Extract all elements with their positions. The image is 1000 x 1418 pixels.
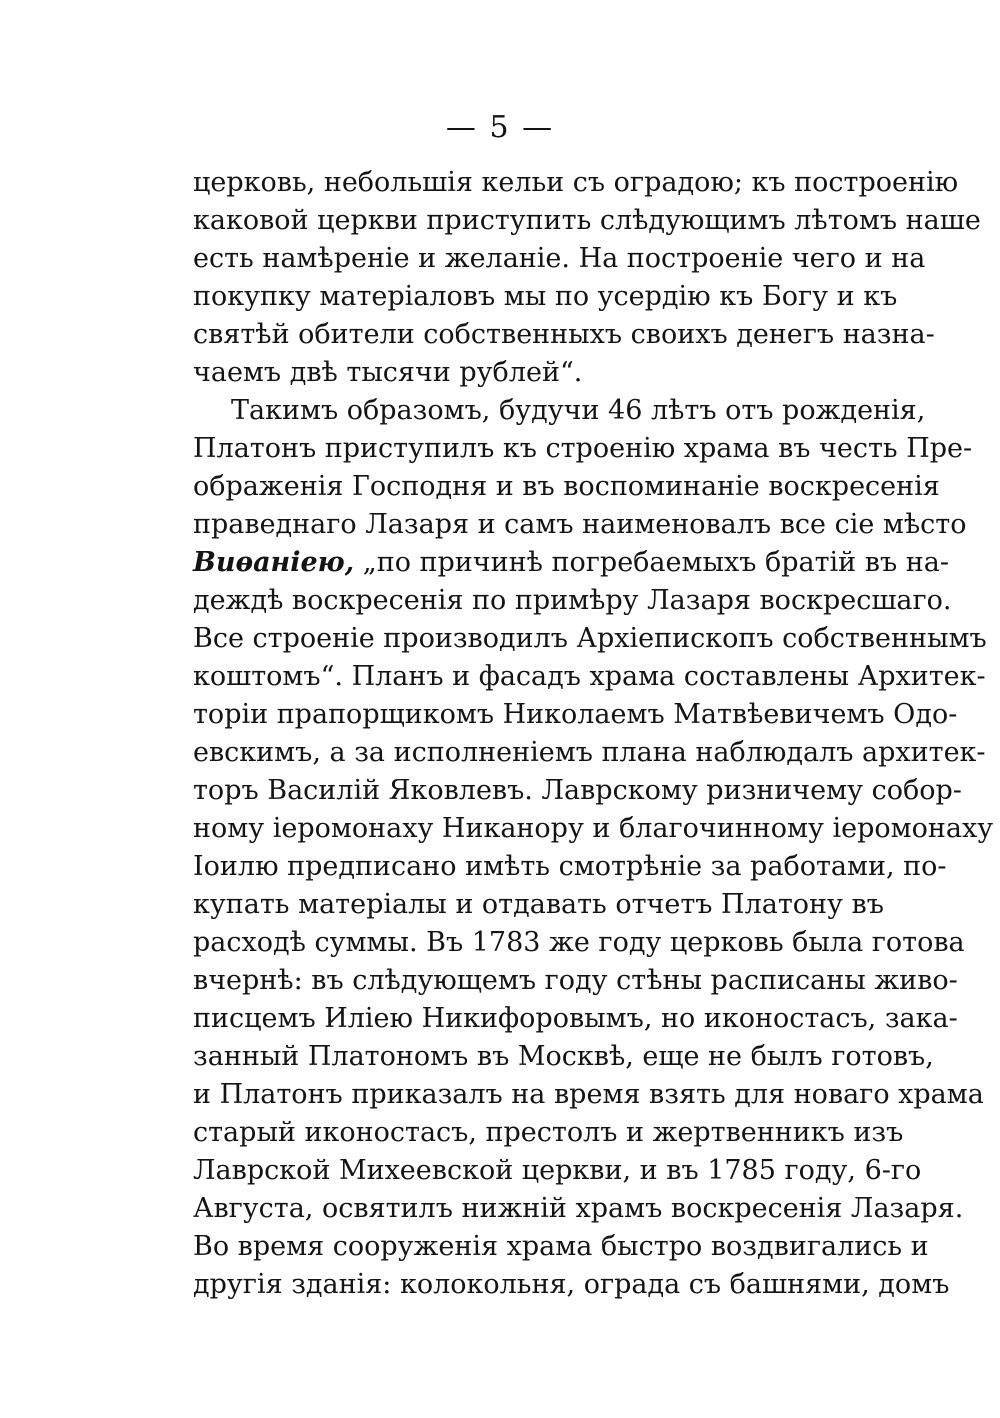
page-number: — 5 — [445, 110, 555, 145]
paragraph-1 [193, 164, 981, 392]
text-line: Все строеніе производилъ Архіепископъ собственнымъ [193, 623, 987, 654]
text-line: старый иконостасъ, престолъ и жертвенникъ изъ [193, 1117, 904, 1148]
text-line: есть намѣреніе и желаніе. На построеніе чего и на [193, 243, 926, 274]
text-line: праведнаго Лазаря и самъ наименовалъ все сіе мѣсто [193, 509, 967, 540]
text-line: занный Платономъ въ Москвѣ, еще не былъ готовъ, [193, 1041, 934, 1072]
text-line: Такимъ образомъ, будучи 46 лѣтъ отъ рожденія, [231, 395, 926, 426]
text-line: и Платонъ приказалъ на время взять для новаго храма [193, 1079, 984, 1110]
paragraph-2 [193, 392, 994, 1304]
text-line: чаемъ двѣ тысячи рублей“. [193, 357, 583, 388]
text-line: покупку матеріаловъ мы по усердію къ Богу и къ [193, 281, 898, 312]
text-line: купать матеріалы и отдавать отчетъ Платону въ [193, 889, 884, 920]
text-line: Во время сооруженія храма быстро воздвигались и [193, 1231, 929, 1262]
text-line: торіи прапорщикомъ Николаемъ Матвѣевичемъ Одо- [193, 699, 958, 730]
text-line: святѣй обители собственныхъ своихъ денегъ назна- [193, 319, 935, 350]
text-line: Лаврской Михеевской церкви, и въ 1785 году, 6-го [193, 1155, 922, 1186]
text-line-remainder: „по причинѣ погребаемыхъ братій въ на- [354, 547, 949, 578]
text-line: вчернѣ: въ слѣдующемъ году стѣны расписаны живо- [193, 965, 958, 996]
text-line: Іоилю предписано имѣть смотрѣніе за работами, по- [193, 851, 947, 882]
text-line: Августа, освятилъ нижній храмъ воскресенія Лазаря. [193, 1193, 964, 1224]
text-line: ображенія Господня и въ воспоминаніе воскресенія [193, 471, 940, 502]
italic-place-name: Виѳаніею, [193, 547, 355, 578]
text-line: Платонъ приступилъ къ строенію храма въ честь Пре- [193, 433, 973, 464]
text-line: другія зданія: колокольня, ограда съ башнями, домъ [193, 1269, 950, 1300]
text-line: писцемъ Иліею Никифоровымъ, но иконостасъ, зака- [193, 1003, 958, 1034]
text-line: торъ Василій Яковлевъ. Лаврскому ризничему собор- [193, 775, 962, 806]
text-line: коштомъ“. Планъ и фасадъ храма составлены Архитек- [193, 661, 986, 692]
text-line-with-italic [193, 544, 949, 582]
text-line: ному іеромонаху Никанору и благочинному іеромонаху [193, 813, 994, 844]
text-line: церковь, небольшія кельи съ оградою; къ построенію [193, 167, 959, 198]
text-line: каковой церкви приступить слѣдующимъ лѣтомъ наше [193, 205, 981, 236]
text-line: евскимъ, а за исполненіемъ плана наблюдалъ архитек- [193, 737, 986, 768]
text-line: деждѣ воскресенія по примѣру Лазаря воскресшаго. [193, 585, 952, 616]
text-line: расходѣ суммы. Въ 1783 же году церковь была готова [193, 927, 965, 958]
